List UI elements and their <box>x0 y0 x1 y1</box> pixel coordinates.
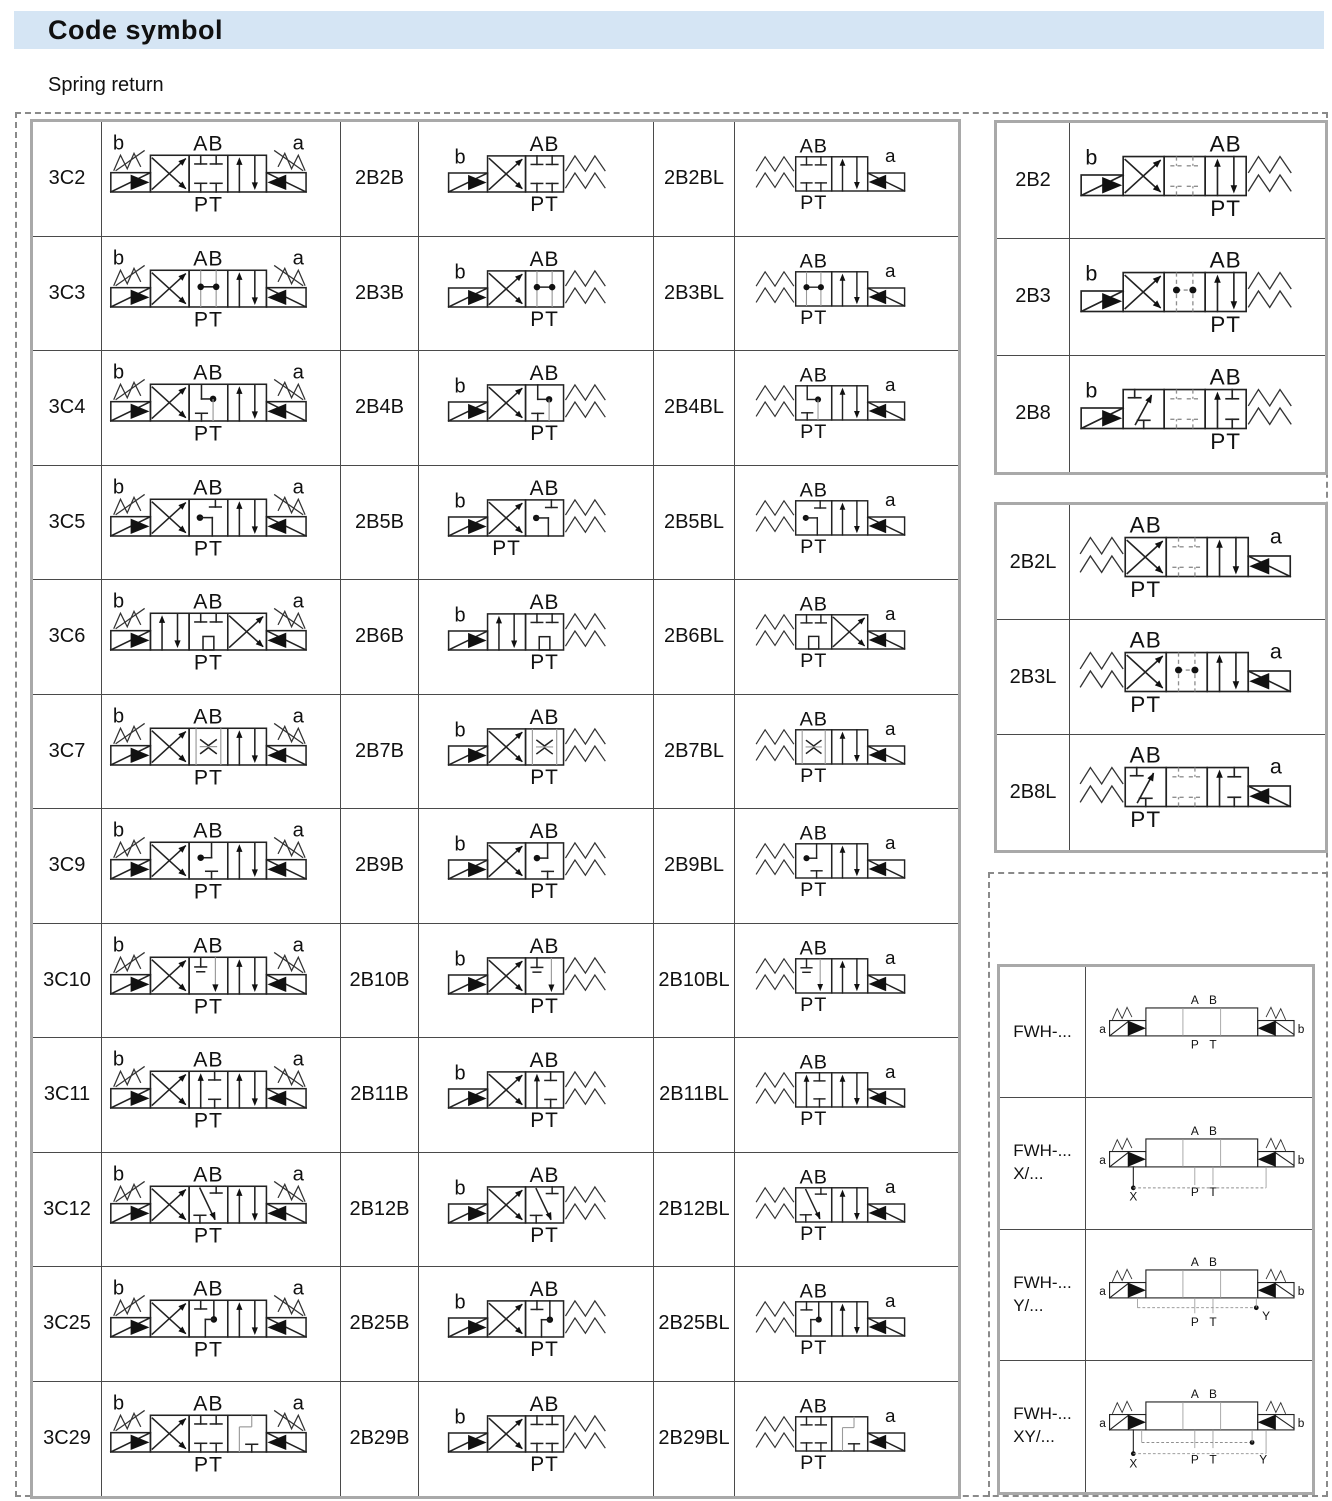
code-cell-2B2B: 2B2B <box>341 122 419 237</box>
svg-text:AB: AB <box>799 251 828 273</box>
valve-symbol-2B25BL <box>735 1267 958 1382</box>
svg-text:AB: AB <box>529 135 560 157</box>
svg-text:b: b <box>1084 261 1097 286</box>
svg-text:PT: PT <box>799 993 827 1016</box>
svg-text:T: T <box>1209 1185 1217 1200</box>
svg-text:b: b <box>112 477 125 499</box>
code-cell-3C25: 3C25 <box>33 1267 102 1382</box>
svg-text:AB: AB <box>799 938 828 960</box>
svg-text:AB: AB <box>799 824 828 845</box>
svg-text:AB: AB <box>799 1167 828 1189</box>
svg-text:b: b <box>112 134 125 155</box>
svg-text:PT: PT <box>530 1223 559 1247</box>
svg-text:AB: AB <box>193 1279 224 1301</box>
svg-text:AB: AB <box>1129 745 1162 768</box>
right-table-single-solenoid <box>994 120 1328 475</box>
code-cell-2B3: 2B3 <box>997 239 1070 355</box>
svg-text:AB: AB <box>799 1053 828 1074</box>
svg-text:AB: AB <box>193 363 224 385</box>
svg-text:PT: PT <box>799 1108 827 1131</box>
code-cell-2B3B: 2B3B <box>341 237 419 352</box>
valve-symbol-2B3BL <box>735 237 958 352</box>
svg-text:A: A <box>1190 992 1199 1007</box>
svg-text:PT: PT <box>193 1223 223 1248</box>
svg-text:b: b <box>112 1050 125 1071</box>
code-cell-2B2BL: 2B2BL <box>654 122 735 237</box>
svg-text:b: b <box>1297 1021 1305 1036</box>
valve-symbol-2B6B <box>419 580 654 695</box>
valve-symbol-2B7B <box>419 695 654 810</box>
valve-symbol-3C6 <box>102 580 341 695</box>
svg-text:a: a <box>1269 524 1282 549</box>
svg-text:PT: PT <box>1209 195 1241 221</box>
svg-text:b: b <box>454 1177 466 1200</box>
svg-text:a: a <box>884 1291 895 1313</box>
svg-text:a: a <box>884 604 895 626</box>
svg-text:PT: PT <box>1209 311 1241 337</box>
svg-text:PT: PT <box>530 307 559 331</box>
code-cell-2B11BL: 2B11BL <box>654 1038 735 1153</box>
code-cell-3C3: 3C3 <box>33 237 102 352</box>
svg-text:PT: PT <box>193 879 223 904</box>
svg-text:b: b <box>454 1291 466 1314</box>
valve-symbol-2B3B <box>419 237 654 352</box>
code-cell-2B3BL: 2B3BL <box>654 237 735 352</box>
code-cell-2B4BL: 2B4BL <box>654 351 735 466</box>
svg-text:AB: AB <box>799 595 828 616</box>
svg-text:a: a <box>884 1177 895 1199</box>
code-cell-3C9: 3C9 <box>33 809 102 924</box>
svg-text:a: a <box>884 948 895 970</box>
dashed-border-notch-v <box>988 872 990 1497</box>
valve-symbol-2B9B <box>419 809 654 924</box>
svg-text:b: b <box>454 1062 466 1085</box>
svg-text:PT: PT <box>193 307 223 332</box>
svg-text:P: P <box>1190 1185 1199 1200</box>
svg-text:b: b <box>454 375 466 398</box>
right-table-single-solenoid-L <box>994 502 1328 853</box>
svg-text:AB: AB <box>799 1282 828 1303</box>
svg-text:AB: AB <box>193 1050 224 1072</box>
svg-text:T: T <box>1209 1037 1217 1052</box>
valve-symbol-3C7 <box>102 695 341 810</box>
svg-text:AB: AB <box>529 1395 560 1417</box>
svg-text:AB: AB <box>1129 514 1162 538</box>
valve-symbol-2B4B <box>419 351 654 466</box>
svg-text:a: a <box>292 935 304 957</box>
code-cell-2B9B: 2B9B <box>341 809 419 924</box>
svg-text:a: a <box>292 1279 304 1300</box>
svg-text:a: a <box>1099 1416 1106 1431</box>
svg-text:a: a <box>1099 1153 1106 1168</box>
code-cell-3C6: 3C6 <box>33 580 102 695</box>
code-cell-2B4B: 2B4B <box>341 351 419 466</box>
svg-text:b: b <box>112 821 125 842</box>
valve-symbol-2B9BL <box>735 809 958 924</box>
valve-symbol-2B10B <box>419 924 654 1039</box>
svg-text:PT: PT <box>799 879 827 902</box>
svg-text:PT: PT <box>193 421 223 446</box>
valve-symbol-2B2L <box>1070 505 1325 620</box>
svg-text:AB: AB <box>529 593 560 615</box>
svg-text:PT: PT <box>799 764 827 787</box>
svg-text:PT: PT <box>799 306 827 329</box>
code-cell-2B5B: 2B5B <box>341 466 419 581</box>
svg-text:AB: AB <box>193 1394 224 1416</box>
svg-text:b: b <box>1297 1153 1305 1168</box>
valve-symbol-2B29B <box>419 1382 654 1497</box>
valve-symbol-fwh-x <box>1086 1098 1312 1229</box>
svg-text:AB: AB <box>529 249 560 271</box>
code-cell-fwh-x: FWH-... X/... <box>1000 1098 1086 1229</box>
code-cell-3C4: 3C4 <box>33 351 102 466</box>
svg-text:PT: PT <box>193 765 223 790</box>
code-cell-2B7BL: 2B7BL <box>654 695 735 810</box>
valve-symbol-2B3L <box>1070 620 1325 735</box>
svg-text:b: b <box>454 1406 466 1429</box>
svg-text:a: a <box>1269 755 1282 780</box>
svg-text:P: P <box>1190 1315 1199 1330</box>
svg-text:a: a <box>884 375 895 397</box>
svg-text:Y: Y <box>1259 1452 1268 1467</box>
svg-text:PT: PT <box>193 994 223 1019</box>
svg-text:PT: PT <box>193 536 223 561</box>
svg-text:PT: PT <box>193 1337 223 1362</box>
valve-symbol-3C9 <box>102 809 341 924</box>
code-cell-2B8: 2B8 <box>997 356 1070 472</box>
svg-text:b: b <box>112 363 125 384</box>
svg-text:AB: AB <box>193 248 224 271</box>
svg-text:PT: PT <box>530 1338 559 1362</box>
svg-text:PT: PT <box>530 1109 559 1133</box>
svg-text:A: A <box>1190 1254 1199 1269</box>
svg-text:a: a <box>292 1394 304 1415</box>
valve-symbol-2B4BL <box>735 351 958 466</box>
svg-text:a: a <box>884 1406 895 1428</box>
svg-text:PT: PT <box>530 994 559 1018</box>
code-cell-3C7: 3C7 <box>33 695 102 810</box>
svg-text:PT: PT <box>193 1108 223 1133</box>
valve-symbol-2B8 <box>1070 356 1325 472</box>
valve-symbol-2B11BL <box>735 1038 958 1153</box>
svg-text:PT: PT <box>193 192 223 217</box>
code-cell-2B9BL: 2B9BL <box>654 809 735 924</box>
svg-text:b: b <box>454 490 466 513</box>
svg-text:PT: PT <box>799 650 827 673</box>
valve-symbol-2B11B <box>419 1038 654 1153</box>
svg-text:a: a <box>292 477 304 499</box>
svg-text:PT: PT <box>1129 576 1161 602</box>
subtitle-spring-return: Spring return <box>48 74 164 96</box>
svg-text:b: b <box>112 248 125 270</box>
svg-text:AB: AB <box>1129 629 1162 653</box>
valve-symbol-3C25 <box>102 1267 341 1382</box>
valve-symbol-3C29 <box>102 1382 341 1497</box>
svg-text:b: b <box>454 146 466 169</box>
svg-text:AB: AB <box>193 935 224 958</box>
code-cell-fwh-y: FWH-... Y/... <box>1000 1230 1086 1361</box>
svg-text:b: b <box>1297 1284 1305 1299</box>
fwh-pilot-table <box>997 964 1315 1495</box>
svg-text:AB: AB <box>799 366 828 387</box>
svg-text:PT: PT <box>530 1453 559 1477</box>
svg-text:b: b <box>454 948 466 971</box>
svg-text:AB: AB <box>193 1164 224 1187</box>
valve-symbol-2B3 <box>1070 239 1325 355</box>
svg-text:b: b <box>1297 1416 1305 1431</box>
code-cell-3C2: 3C2 <box>33 122 102 237</box>
svg-text:a: a <box>292 363 304 384</box>
valve-symbol-fwh-y <box>1086 1230 1312 1361</box>
svg-text:AB: AB <box>193 706 224 729</box>
svg-text:AB: AB <box>529 936 560 958</box>
svg-text:a: a <box>292 706 304 728</box>
code-cell-3C12: 3C12 <box>33 1153 102 1268</box>
svg-text:AB: AB <box>193 134 224 156</box>
svg-text:T: T <box>1209 1315 1217 1330</box>
svg-text:AB: AB <box>529 707 560 729</box>
svg-text:PT: PT <box>530 651 559 675</box>
svg-text:AB: AB <box>1209 366 1242 390</box>
svg-text:PT: PT <box>530 193 559 217</box>
svg-text:AB: AB <box>529 1280 560 1302</box>
svg-text:a: a <box>884 719 895 741</box>
svg-text:X: X <box>1129 1189 1138 1204</box>
svg-text:a: a <box>292 821 304 842</box>
svg-text:AB: AB <box>1209 249 1242 273</box>
svg-text:AB: AB <box>529 822 560 844</box>
svg-text:PT: PT <box>193 650 223 675</box>
dashed-border-top <box>15 112 1328 114</box>
svg-text:a: a <box>884 261 895 283</box>
valve-symbol-3C2 <box>102 122 341 237</box>
svg-text:b: b <box>1084 145 1097 170</box>
code-cell-fwh-base: FWH-... <box>1000 967 1086 1098</box>
code-cell-2B29B: 2B29B <box>341 1382 419 1497</box>
code-cell-2B10BL: 2B10BL <box>654 924 735 1039</box>
svg-text:Y: Y <box>1262 1309 1271 1324</box>
dashed-border-notch-h <box>988 872 1328 874</box>
code-cell-2B3L: 2B3L <box>997 620 1070 735</box>
svg-text:a: a <box>292 248 304 270</box>
svg-text:PT: PT <box>799 192 827 215</box>
valve-symbol-2B5BL <box>735 466 958 581</box>
valve-symbol-2B29BL <box>735 1382 958 1497</box>
svg-text:P: P <box>1190 1452 1199 1467</box>
svg-text:PT: PT <box>799 421 827 444</box>
svg-text:AB: AB <box>799 1397 828 1418</box>
valve-symbol-2B2B <box>419 122 654 237</box>
svg-text:a: a <box>1099 1284 1106 1299</box>
valve-symbol-3C5 <box>102 466 341 581</box>
code-cell-3C10: 3C10 <box>33 924 102 1039</box>
code-cell-2B6B: 2B6B <box>341 580 419 695</box>
svg-text:AB: AB <box>529 364 560 386</box>
code-cell-2B2: 2B2 <box>997 123 1070 239</box>
svg-text:b: b <box>112 1279 125 1300</box>
svg-text:AB: AB <box>1209 133 1242 156</box>
svg-text:B: B <box>1209 992 1217 1007</box>
svg-text:a: a <box>884 1062 895 1084</box>
svg-text:AB: AB <box>193 592 224 614</box>
svg-text:AB: AB <box>529 1165 560 1187</box>
svg-text:B: B <box>1209 1123 1217 1138</box>
code-cell-3C11: 3C11 <box>33 1038 102 1153</box>
svg-text:PT: PT <box>1129 691 1161 717</box>
valve-symbol-2B25B <box>419 1267 654 1382</box>
svg-text:PT: PT <box>799 1337 827 1360</box>
svg-text:A: A <box>1190 1386 1199 1401</box>
code-cell-2B11B: 2B11B <box>341 1038 419 1153</box>
svg-text:a: a <box>884 490 895 512</box>
svg-text:T: T <box>1209 1452 1217 1467</box>
code-cell-2B29BL: 2B29BL <box>654 1382 735 1497</box>
dashed-border-left <box>15 112 17 1497</box>
valve-symbol-3C12 <box>102 1153 341 1268</box>
svg-text:PT: PT <box>1209 428 1241 454</box>
valve-symbol-2B6BL <box>735 580 958 695</box>
svg-text:a: a <box>292 1050 304 1071</box>
valve-symbol-2B7BL <box>735 695 958 810</box>
svg-text:a: a <box>1099 1021 1106 1036</box>
svg-text:b: b <box>112 935 125 957</box>
svg-text:PT: PT <box>193 1452 223 1477</box>
valve-symbol-3C4 <box>102 351 341 466</box>
svg-text:PT: PT <box>492 536 521 560</box>
code-cell-3C29: 3C29 <box>33 1382 102 1497</box>
svg-text:b: b <box>1084 378 1097 403</box>
svg-text:AB: AB <box>799 480 828 502</box>
svg-text:b: b <box>454 604 466 627</box>
svg-text:AB: AB <box>799 709 828 731</box>
svg-text:a: a <box>1269 639 1282 664</box>
svg-text:a: a <box>884 833 895 855</box>
valve-symbol-3C11 <box>102 1038 341 1153</box>
code-cell-2B12B: 2B12B <box>341 1153 419 1268</box>
svg-text:b: b <box>112 1394 125 1415</box>
code-cell-2B12BL: 2B12BL <box>654 1153 735 1268</box>
svg-text:AB: AB <box>799 137 828 158</box>
valve-symbol-2B5B <box>419 466 654 581</box>
svg-text:b: b <box>454 719 466 742</box>
code-cell-2B25BL: 2B25BL <box>654 1267 735 1382</box>
svg-text:X: X <box>1129 1456 1138 1471</box>
valve-symbol-2B2 <box>1070 123 1325 239</box>
svg-text:AB: AB <box>193 477 224 500</box>
code-cell-2B25B: 2B25B <box>341 1267 419 1382</box>
valve-symbol-fwh-base <box>1086 967 1312 1098</box>
code-cell-2B7B: 2B7B <box>341 695 419 810</box>
svg-text:a: a <box>292 1164 304 1186</box>
main-table <box>30 119 961 1499</box>
svg-text:B: B <box>1209 1386 1217 1401</box>
code-cell-2B2L: 2B2L <box>997 505 1070 620</box>
svg-text:A: A <box>1190 1123 1199 1138</box>
valve-symbol-fwh-xy <box>1086 1361 1312 1492</box>
svg-text:AB: AB <box>193 821 224 843</box>
svg-text:PT: PT <box>530 880 559 904</box>
svg-text:PT: PT <box>799 1452 827 1475</box>
svg-text:b: b <box>112 706 125 728</box>
svg-text:b: b <box>454 261 466 284</box>
valve-symbol-2B10BL <box>735 924 958 1039</box>
svg-text:b: b <box>112 592 125 613</box>
valve-symbol-3C3 <box>102 237 341 352</box>
page-title: Code symbol <box>48 14 224 45</box>
code-cell-2B8L: 2B8L <box>997 735 1070 850</box>
code-cell-fwh-xy: FWH-... XY/... <box>1000 1361 1086 1492</box>
valve-symbol-2B12BL <box>735 1153 958 1268</box>
svg-text:b: b <box>454 833 466 856</box>
svg-text:PT: PT <box>799 535 827 558</box>
svg-text:PT: PT <box>799 1222 827 1245</box>
code-cell-2B5BL: 2B5BL <box>654 466 735 581</box>
svg-text:PT: PT <box>530 422 559 446</box>
code-cell-3C5: 3C5 <box>33 466 102 581</box>
svg-text:a: a <box>292 134 304 155</box>
valve-symbol-2B8L <box>1070 735 1325 850</box>
valve-symbol-2B12B <box>419 1153 654 1268</box>
svg-text:AB: AB <box>529 478 560 500</box>
svg-text:a: a <box>292 592 304 613</box>
code-cell-2B10B: 2B10B <box>341 924 419 1039</box>
svg-text:a: a <box>884 146 895 168</box>
svg-text:b: b <box>112 1164 125 1186</box>
svg-text:PT: PT <box>530 765 559 789</box>
code-cell-2B6BL: 2B6BL <box>654 580 735 695</box>
svg-text:B: B <box>1209 1254 1217 1269</box>
section-title-bar <box>14 11 1324 49</box>
svg-text:AB: AB <box>529 1051 560 1073</box>
valve-symbol-2B2BL <box>735 122 958 237</box>
svg-text:P: P <box>1190 1037 1199 1052</box>
valve-symbol-3C10 <box>102 924 341 1039</box>
svg-text:PT: PT <box>1129 807 1161 833</box>
